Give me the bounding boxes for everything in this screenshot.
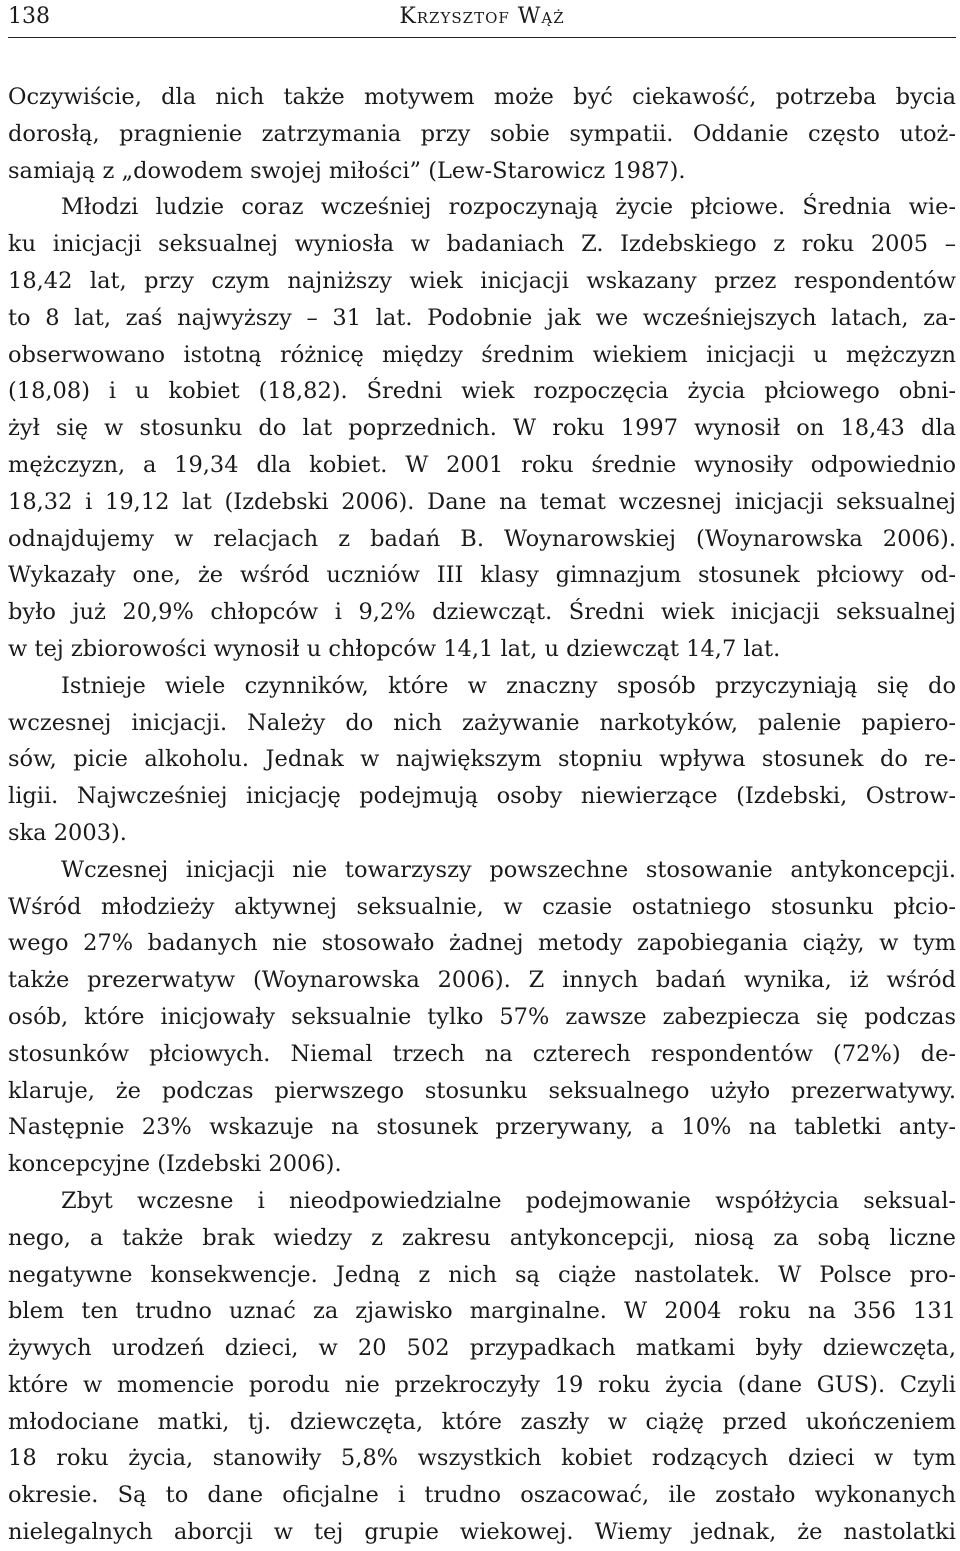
text-line: ska 2003). bbox=[8, 819, 127, 846]
text-line: sów, picie alkoholu. Jednak w największym stopniu wpływa stosunek do re- bbox=[8, 746, 956, 773]
paragraph bbox=[8, 668, 956, 852]
paragraph bbox=[8, 1183, 956, 1551]
text-line: Następnie 23% wskazuje na stosunek przerywany, a 10% na tabletki anty- bbox=[8, 1114, 956, 1141]
page-number: 138 bbox=[8, 4, 50, 29]
text-line: koncepcyjne (Izdebski 2006). bbox=[8, 1151, 342, 1178]
text-line: Wczesnej inicjacji nie towarzyszy powszechne stosowanie antykoncepcji. bbox=[61, 856, 956, 883]
text-line: w tej zbiorowości wynosił u chłopców 14,1 lat, u dziewcząt 14,7 lat. bbox=[8, 635, 781, 662]
text-line: to 8 lat, zaś najwyższy – 31 lat. Podobnie jak we wcześniejszych latach, za- bbox=[8, 304, 956, 331]
text-line: stosunków płciowych. Niemal trzech na czterech respondentów (72%) de- bbox=[8, 1040, 956, 1067]
text-line: 18 roku życia, stanowiły 5,8% wszystkich kobiet rodzących dzieci w tym bbox=[8, 1445, 956, 1472]
text-line: Oczywiście, dla nich także motywem może być ciekawość, potrzeba bycia bbox=[8, 84, 956, 110]
text-line: Zbyt wczesne i nieodpowiedzialne podejmowanie współżycia seksual- bbox=[61, 1187, 956, 1214]
text-line: osób, które inicjowały seksualnie tylko 57% zawsze zabezpiecza się podczas bbox=[8, 1003, 956, 1030]
text-line: żywych urodzeń dzieci, w 20 502 przypadkach matkami były dziewczęta, bbox=[8, 1335, 956, 1362]
text-line: także prezerwatyw (Woynarowska 2006). Z innych badań wynika, iż wśród bbox=[8, 967, 956, 994]
text-line: Wśród młodzieży aktywnej seksualnie, w czasie ostatniego stosunku płcio- bbox=[8, 893, 956, 920]
text-line: nielegalnych aborcji w tej grupie wiekowej. Wiemy jednak, że nastolatki bbox=[8, 1519, 956, 1546]
text-line: okresie. Są to dane oficjalne i trudno oszacować, ile zostało wykonanych bbox=[8, 1482, 956, 1509]
text-line: 18,32 i 19,12 lat (Izdebski 2006). Dane na temat wczesnej inicjacji seksualnej bbox=[8, 488, 956, 515]
text-line: wego 27% badanych nie stosowało żadnej metody zapobiegania ciąży, w tym bbox=[8, 930, 956, 957]
text-line: samiają z „dowodem swojej miłości” (Lew-Starowicz 1987). bbox=[8, 157, 686, 184]
text-line: (18,08) i u kobiet (18,82). Średni wiek rozpoczęcia życia płciowego obni- bbox=[8, 378, 956, 405]
text-line: wczesnej inicjacji. Należy do nich zażywanie narkotyków, palenie papiero- bbox=[8, 709, 956, 736]
paragraph bbox=[8, 852, 956, 1183]
text-line: negatywne konsekwencje. Jedną z nich są ciąże nastolatek. W Polsce pro- bbox=[8, 1261, 956, 1288]
text-line: Młodzi ludzie coraz wcześniej rozpoczynają życie płciowe. Średnia wie- bbox=[61, 194, 956, 221]
text-line: było już 20,9% chłopców i 9,2% dziewcząt. Średni wiek inicjacji seksualnej bbox=[8, 599, 956, 626]
text-line: obserwowano istotną różnicę między średnim wiekiem inicjacji u mężczyzn bbox=[8, 341, 956, 368]
paragraph bbox=[8, 79, 956, 189]
page-header bbox=[8, 0, 956, 38]
text-line: 18,42 lat, przy czym najniższy wiek inicjacji wskazany przez respondentów bbox=[8, 267, 956, 294]
text-line: ligii. Najwcześniej inicjację podejmują osoby niewierzące (Izdebski, Ostrow- bbox=[8, 783, 956, 810]
text-line: nego, a także brak wiedzy z zakresu antykoncepcji, niosą za sobą liczne bbox=[8, 1224, 956, 1251]
running-title: Krzysztof Wąż bbox=[399, 4, 565, 29]
text-line: blem ten trudno uznać za zjawisko marginalne. W 2004 roku na 356 131 bbox=[8, 1298, 956, 1325]
text-line: młodociane matki, tj. dziewczęta, które zaszły w ciążę przed ukończeniem bbox=[8, 1408, 956, 1435]
text-line: żył się w stosunku do lat poprzednich. W roku 1997 wynosił on 18,43 dla bbox=[8, 415, 956, 442]
body-text bbox=[8, 79, 956, 1551]
text-line: które w momencie porodu nie przekroczyły 19 roku życia (dane GUS). Czyli bbox=[8, 1371, 956, 1398]
text-line: dorosłą, pragnienie zatrzymania przy sobie sympatii. Oddanie często utoż- bbox=[8, 120, 956, 147]
text-line: klaruje, że podczas pierwszego stosunku seksualnego użyło prezerwatywy. bbox=[8, 1077, 956, 1104]
text-line: Istnieje wiele czynników, które w znaczny sposób przyczyniają się do bbox=[61, 672, 956, 699]
text-line: odnajdujemy w relacjach z badań B. Woynarowskiej (Woynarowska 2006). bbox=[8, 525, 956, 552]
text-line: Wykazały one, że wśród uczniów III klasy gimnazjum stosunek płciowy od- bbox=[8, 562, 956, 589]
text-line: mężczyzn, a 19,34 dla kobiet. W 2001 roku średnie wynosiły odpowiednio bbox=[8, 451, 956, 478]
document-page bbox=[8, 0, 956, 1551]
paragraph bbox=[8, 189, 956, 667]
text-line: ku inicjacji seksualnej wyniosła w badaniach Z. Izdebskiego z roku 2005 – bbox=[8, 231, 956, 258]
